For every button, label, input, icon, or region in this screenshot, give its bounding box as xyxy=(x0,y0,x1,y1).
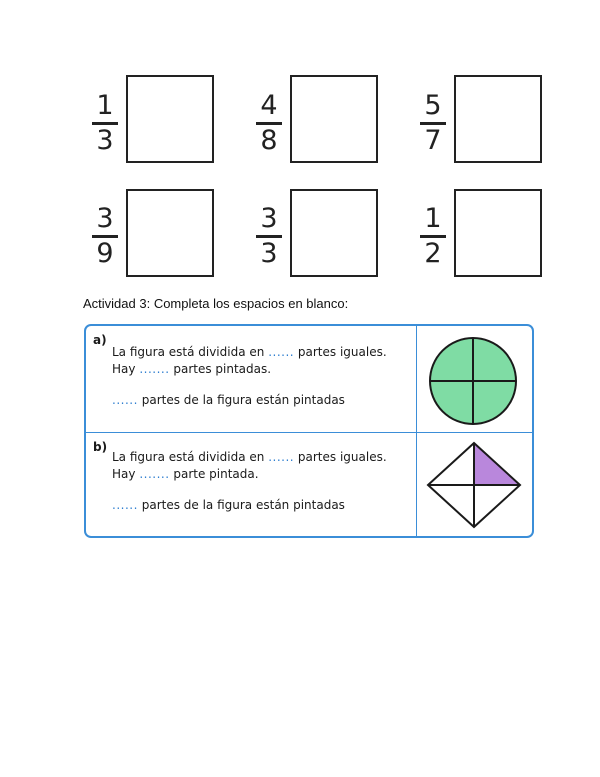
fraction-label xyxy=(418,205,448,269)
circle-quarters-figure xyxy=(424,330,524,430)
fraction-label xyxy=(90,205,120,269)
answer-box[interactable] xyxy=(126,75,214,163)
statement-text: partes iguales. xyxy=(297,345,387,359)
statement-text: partes de la figura están pintadas xyxy=(141,498,345,512)
fraction-label xyxy=(418,92,448,156)
fraction-numerator: 4 xyxy=(260,90,278,121)
diamond-quarters-figure xyxy=(424,435,524,535)
statement-text: Hay xyxy=(112,362,136,376)
item-label: b) xyxy=(93,440,108,454)
statement-text: La figura está dividida en xyxy=(112,450,265,464)
fraction-numerator: 5 xyxy=(424,90,442,121)
fraction-label xyxy=(254,92,284,156)
answer-blank[interactable]: ....... xyxy=(139,467,170,481)
statement-text: partes pintadas. xyxy=(173,362,272,376)
statement-line-1 xyxy=(112,450,387,464)
statement-line-3 xyxy=(112,393,345,407)
statement-text: partes iguales. xyxy=(297,450,387,464)
answer-blank[interactable]: ...... xyxy=(112,393,138,407)
activity-title: Actividad 3: Completa los espacios en blanco: xyxy=(83,296,349,311)
fraction-denominator: 7 xyxy=(424,125,442,156)
fraction-numerator: 3 xyxy=(96,203,114,234)
statement-text: Hay xyxy=(112,467,136,481)
fraction-denominator: 8 xyxy=(260,125,278,156)
statement-line-2 xyxy=(112,467,259,481)
item-label: a) xyxy=(93,333,107,347)
fraction-denominator: 3 xyxy=(260,238,278,269)
answer-box[interactable] xyxy=(290,189,378,277)
answer-box[interactable] xyxy=(454,189,542,277)
fraction-numerator: 1 xyxy=(96,90,114,121)
fraction-label xyxy=(254,205,284,269)
answer-box[interactable] xyxy=(290,75,378,163)
fraction-numerator: 3 xyxy=(260,203,278,234)
answer-blank[interactable]: ...... xyxy=(112,498,138,512)
fraction-label xyxy=(90,92,120,156)
fraction-numerator: 1 xyxy=(424,203,442,234)
activity-row-b xyxy=(86,433,532,536)
activity-row-a xyxy=(86,326,532,433)
activity-table xyxy=(84,324,534,538)
fraction-denominator: 3 xyxy=(96,125,114,156)
statement-line-2 xyxy=(112,362,271,376)
fraction-denominator: 9 xyxy=(96,238,114,269)
answer-blank[interactable]: ...... xyxy=(268,345,295,359)
statement-text: parte pintada. xyxy=(173,467,259,481)
statement-text: La figura está dividida en xyxy=(112,345,265,359)
answer-box[interactable] xyxy=(454,75,542,163)
statement-line-1 xyxy=(112,345,387,359)
fraction-denominator: 2 xyxy=(424,238,442,269)
answer-blank[interactable]: ....... xyxy=(139,362,170,376)
answer-box[interactable] xyxy=(126,189,214,277)
statement-text: partes de la figura están pintadas xyxy=(141,393,345,407)
statement-line-3 xyxy=(112,498,345,512)
answer-blank[interactable]: ...... xyxy=(268,450,295,464)
